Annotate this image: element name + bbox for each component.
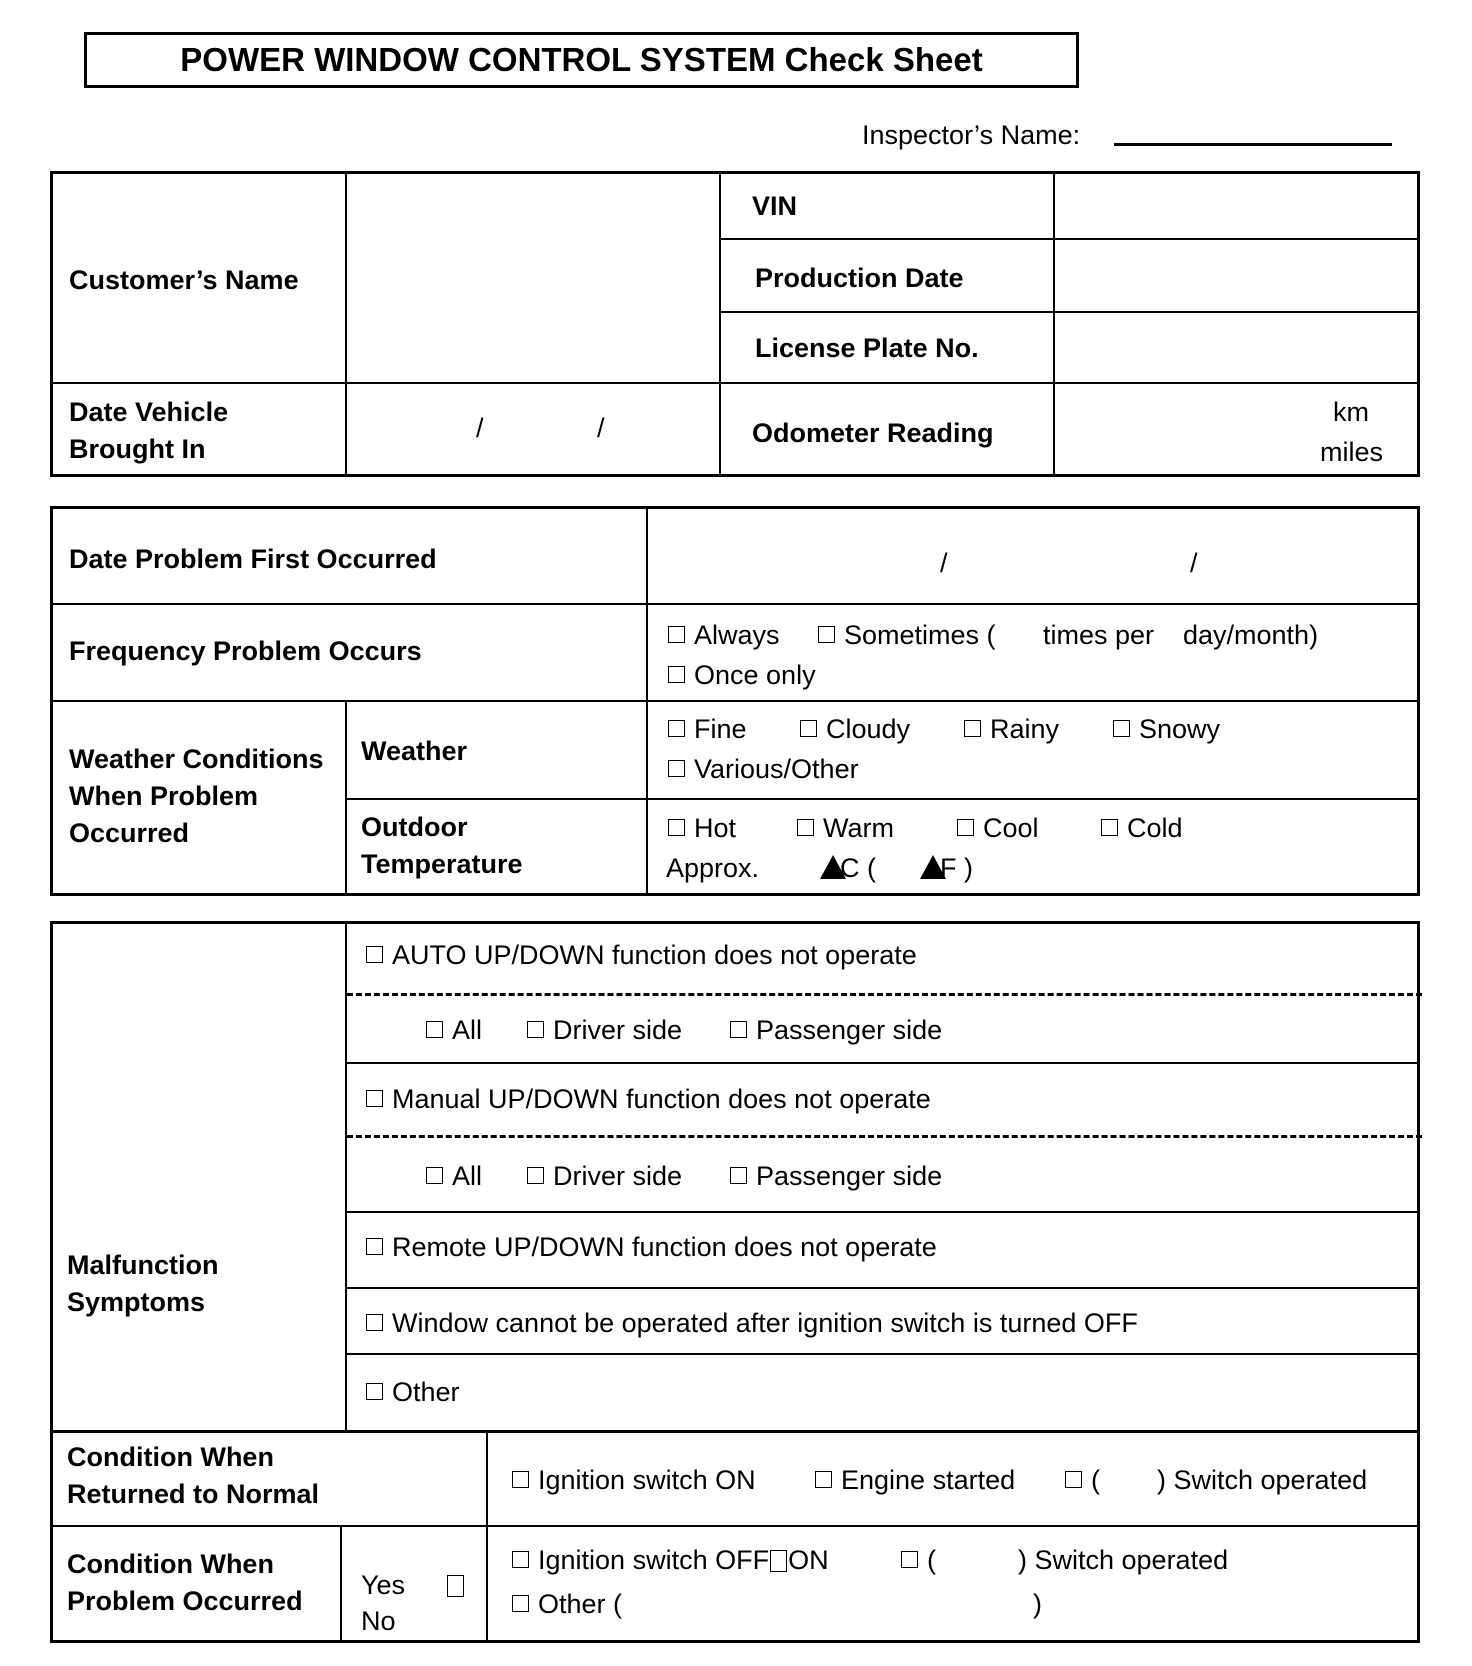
inspector-name-field[interactable] — [1114, 143, 1392, 146]
checkbox-icon[interactable] — [512, 1595, 529, 1612]
malfunction-symptoms-label-2: Symptoms — [67, 1287, 206, 1317]
date-brought-in-label-1: Date Vehicle — [69, 397, 229, 427]
checkbox-icon[interactable] — [730, 1167, 747, 1184]
weather-rainy-option[interactable]: Rainy — [964, 714, 1059, 745]
checkbox-icon[interactable] — [668, 760, 685, 777]
checkbox-icon[interactable] — [818, 626, 835, 643]
date-brought-in-label-2: Brought In — [69, 434, 206, 464]
returned-normal-label-2: Returned to Normal — [67, 1479, 320, 1509]
production-date-field[interactable] — [1056, 241, 1416, 310]
outdoor-temperature-label-2: Temperature — [361, 849, 523, 879]
checkbox-icon[interactable] — [366, 1090, 383, 1107]
weather-conditions-label-2: When Problem — [69, 781, 259, 811]
approx-label: Approx. — [666, 853, 760, 883]
checkbox-icon[interactable] — [815, 1471, 832, 1488]
ignition-off-on-option[interactable]: Ignition switch OFF ON — [512, 1545, 829, 1576]
temp-hot-option[interactable]: Hot — [668, 813, 736, 844]
freq-day-month-text: day/month) — [1183, 620, 1319, 650]
arrow-box-icon — [770, 1550, 787, 1572]
manual-driver-option[interactable]: Driver side — [527, 1161, 682, 1192]
auto-all-option[interactable]: All — [426, 1015, 482, 1046]
occurred-other-close: ) — [1033, 1589, 1042, 1619]
occurred-switch-label: ) Switch operated — [1018, 1545, 1229, 1575]
date-separator: / — [1190, 548, 1198, 578]
checkbox-icon[interactable] — [964, 720, 981, 737]
weather-various-option[interactable]: Various/Other — [668, 754, 859, 785]
production-date-label: Production Date — [755, 263, 964, 293]
auto-driver-option[interactable]: Driver side — [527, 1015, 682, 1046]
returned-switch-option[interactable]: ( — [1065, 1465, 1100, 1496]
temp-cool-option[interactable]: Cool — [957, 813, 1039, 844]
checkbox-icon[interactable] — [797, 819, 814, 836]
checkbox-icon[interactable] — [366, 946, 383, 963]
returned-switch-label: ) Switch operated — [1157, 1465, 1368, 1495]
date-separator: / — [597, 413, 605, 443]
yes-no-box-icon[interactable] — [447, 1570, 464, 1601]
freq-always-option[interactable]: Always — [668, 620, 780, 651]
outdoor-temperature-label-1: Outdoor — [361, 812, 468, 842]
checkbox-icon[interactable] — [1101, 819, 1118, 836]
no-label: No — [361, 1606, 396, 1636]
vin-label: VIN — [752, 191, 798, 221]
checkbox-icon[interactable] — [527, 1021, 544, 1038]
customer-name-label: Customer’s Name — [69, 265, 299, 295]
weather-snowy-option[interactable]: Snowy — [1113, 714, 1220, 745]
date-first-occurred-label: Date Problem First Occurred — [69, 544, 437, 574]
checkbox-icon[interactable] — [668, 626, 685, 643]
manual-passenger-option[interactable]: Passenger side — [730, 1161, 942, 1192]
weather-label: Weather — [361, 736, 468, 766]
manual-updown-option[interactable]: Manual UP/DOWN function does not operate — [366, 1084, 931, 1115]
weather-conditions-label-1: Weather Conditions — [69, 744, 324, 774]
checkbox-icon[interactable] — [668, 720, 685, 737]
checkbox-icon[interactable] — [512, 1551, 529, 1568]
temp-cold-option[interactable]: Cold — [1101, 813, 1183, 844]
checkbox-icon[interactable] — [730, 1021, 747, 1038]
freq-once-option[interactable]: Once only — [668, 660, 816, 691]
freq-sometimes-option[interactable]: Sometimes ( — [818, 620, 996, 651]
problem-occurred-label-2: Problem Occurred — [67, 1586, 303, 1616]
odometer-unit-miles: miles — [1320, 437, 1384, 467]
weather-cloudy-option[interactable]: Cloudy — [800, 714, 910, 745]
engine-started-option[interactable]: Engine started — [815, 1465, 1015, 1496]
license-plate-field[interactable] — [1056, 314, 1416, 381]
checkbox-icon[interactable] — [668, 819, 685, 836]
malfunction-symptoms-label-1: Malfunction — [67, 1250, 219, 1280]
date-separator: / — [940, 548, 948, 578]
license-plate-label: License Plate No. — [755, 333, 979, 363]
ignition-on-option[interactable]: Ignition switch ON — [512, 1465, 756, 1496]
odometer-label: Odometer Reading — [752, 418, 994, 448]
checkbox-icon[interactable] — [1065, 1471, 1082, 1488]
checkbox-icon[interactable] — [366, 1238, 383, 1255]
problem-occurred-label-1: Condition When — [67, 1549, 274, 1579]
inspector-label: Inspector’s Name: — [862, 120, 1081, 150]
frequency-label: Frequency Problem Occurs — [69, 636, 422, 666]
symptom-other-option[interactable]: Other — [366, 1377, 460, 1408]
checkbox-icon[interactable] — [800, 720, 817, 737]
checkbox-icon[interactable] — [527, 1167, 544, 1184]
temp-fahrenheit-unit: F ) — [920, 853, 973, 884]
auto-passenger-option[interactable]: Passenger side — [730, 1015, 942, 1046]
temp-warm-option[interactable]: Warm — [797, 813, 894, 844]
checkbox-icon[interactable] — [668, 666, 685, 683]
odometer-unit-km: km — [1333, 397, 1369, 427]
occurred-other-option[interactable]: Other ( — [512, 1589, 622, 1620]
temp-celsius-unit: C ( — [820, 853, 876, 884]
auto-updown-option[interactable]: AUTO UP/DOWN function does not operate — [366, 940, 917, 971]
weather-conditions-label-3: Occurred — [69, 818, 190, 848]
checkbox-icon[interactable] — [957, 819, 974, 836]
checkbox-icon[interactable] — [512, 1471, 529, 1488]
checkbox-icon[interactable] — [426, 1021, 443, 1038]
manual-all-option[interactable]: All — [426, 1161, 482, 1192]
page-title: POWER WINDOW CONTROL SYSTEM Check Sheet — [84, 32, 1079, 88]
returned-normal-label-1: Condition When — [67, 1442, 274, 1472]
after-ignition-option[interactable]: Window cannot be operated after ignition switch is turned OFF — [366, 1308, 1138, 1339]
customer-name-field[interactable] — [348, 174, 718, 381]
remote-updown-option[interactable]: Remote UP/DOWN function does not operate — [366, 1232, 937, 1263]
freq-times-per-text: times per — [1043, 620, 1155, 650]
yes-label: Yes — [361, 1570, 406, 1600]
date-separator: / — [476, 413, 484, 443]
checkbox-icon[interactable] — [1113, 720, 1130, 737]
weather-fine-option[interactable]: Fine — [668, 714, 747, 745]
checkbox-icon[interactable] — [366, 1383, 383, 1400]
checkbox-icon[interactable] — [366, 1314, 383, 1331]
checkbox-icon[interactable] — [426, 1167, 443, 1184]
checkbox-icon[interactable] — [901, 1551, 918, 1568]
occurred-switch-option[interactable]: ( — [901, 1545, 936, 1576]
vin-field[interactable] — [1056, 174, 1416, 237]
